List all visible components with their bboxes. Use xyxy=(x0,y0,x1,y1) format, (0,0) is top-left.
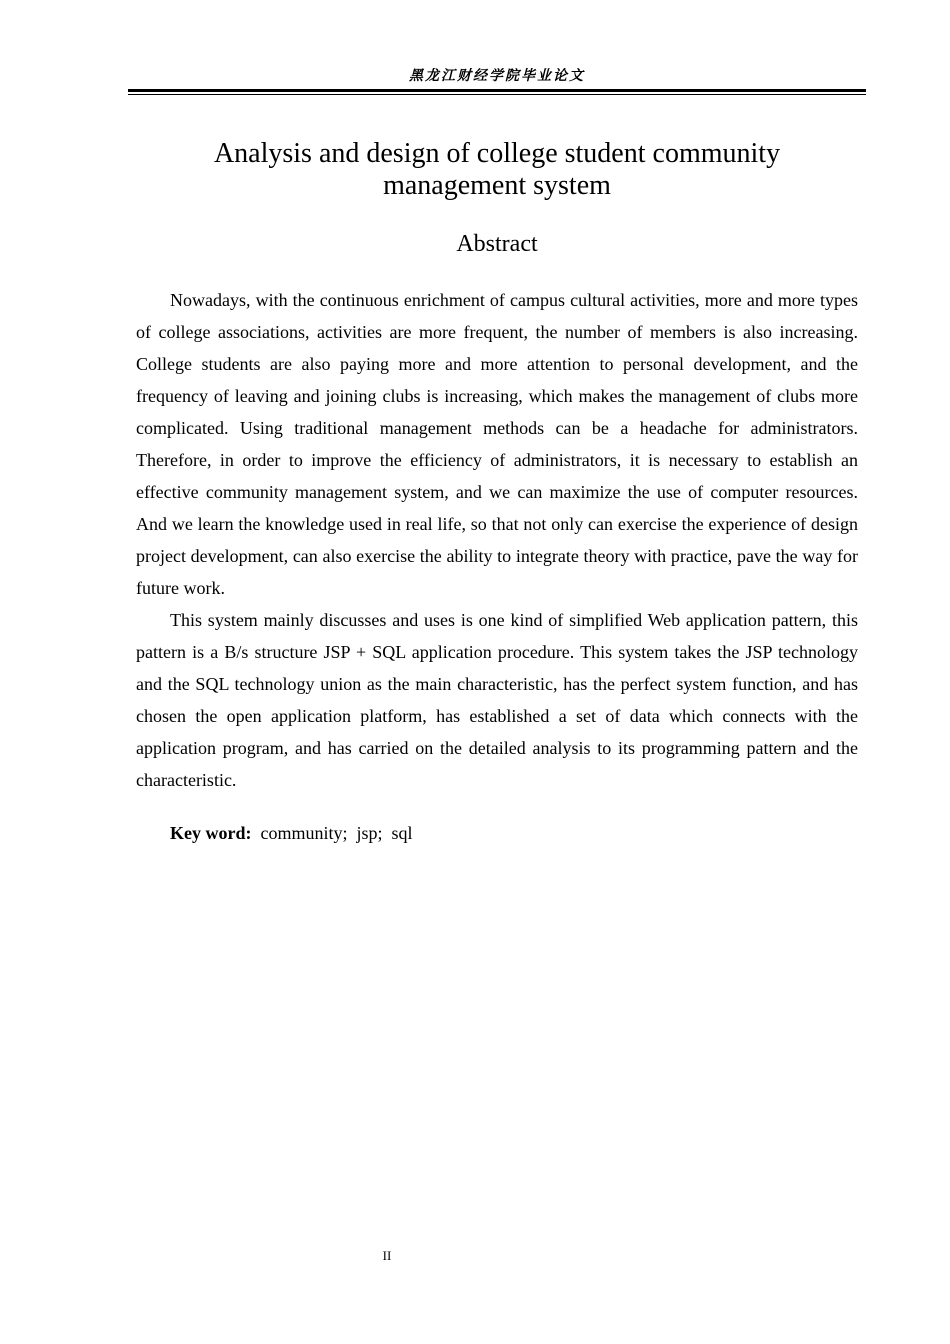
keywords-values: community; jsp; sql xyxy=(260,823,413,843)
abstract-paragraph-1: Nowadays, with the continuous enrichment of campus cultural activities, more and more types of college associations, activities are more frequent, the number of members is also increasing. College students are also paying more and more attention to personal development, and the frequency of leaving and joining clubs is increasing, which makes the management of clubs more complicated. Using traditional management methods can be a headache for administrators. Therefore, in order to improve the efficiency of administrators, it is necessary to establish an effective community management system, and we can maximize the use of computer resources. And we learn the knowledge used in real life, so that not only can exercise the experience of design project development, can also exercise the ability to integrate theory with practice, pave the way for future work. xyxy=(136,290,858,598)
page-number: II xyxy=(382,1248,392,1263)
abstract-heading: Abstract xyxy=(456,231,538,257)
header-rule-thin xyxy=(128,94,866,95)
thesis-title xyxy=(136,138,858,202)
running-header: 黑龙江财经学院毕业论文 xyxy=(409,68,585,84)
header-rule-thick xyxy=(128,89,866,92)
thesis-title-line-2: management system xyxy=(383,170,611,201)
keywords-line xyxy=(170,817,858,849)
abstract-paragraph-2: This system mainly discusses and uses is one kind of simplified Web application pattern, this pattern is a B/s structure JSP + SQL application procedure. This system takes the JSP technology and the SQL technology union as the main characteristic, has the perfect system function, and has chosen the open application platform, has established a set of data which connects with the application program, and has carried on the detailed analysis to its programming pattern and the characteristic. xyxy=(136,610,858,790)
keywords-label: Key word: xyxy=(170,823,252,843)
abstract-body xyxy=(136,284,858,796)
thesis-title-line-1: Analysis and design of college student community xyxy=(213,138,781,169)
